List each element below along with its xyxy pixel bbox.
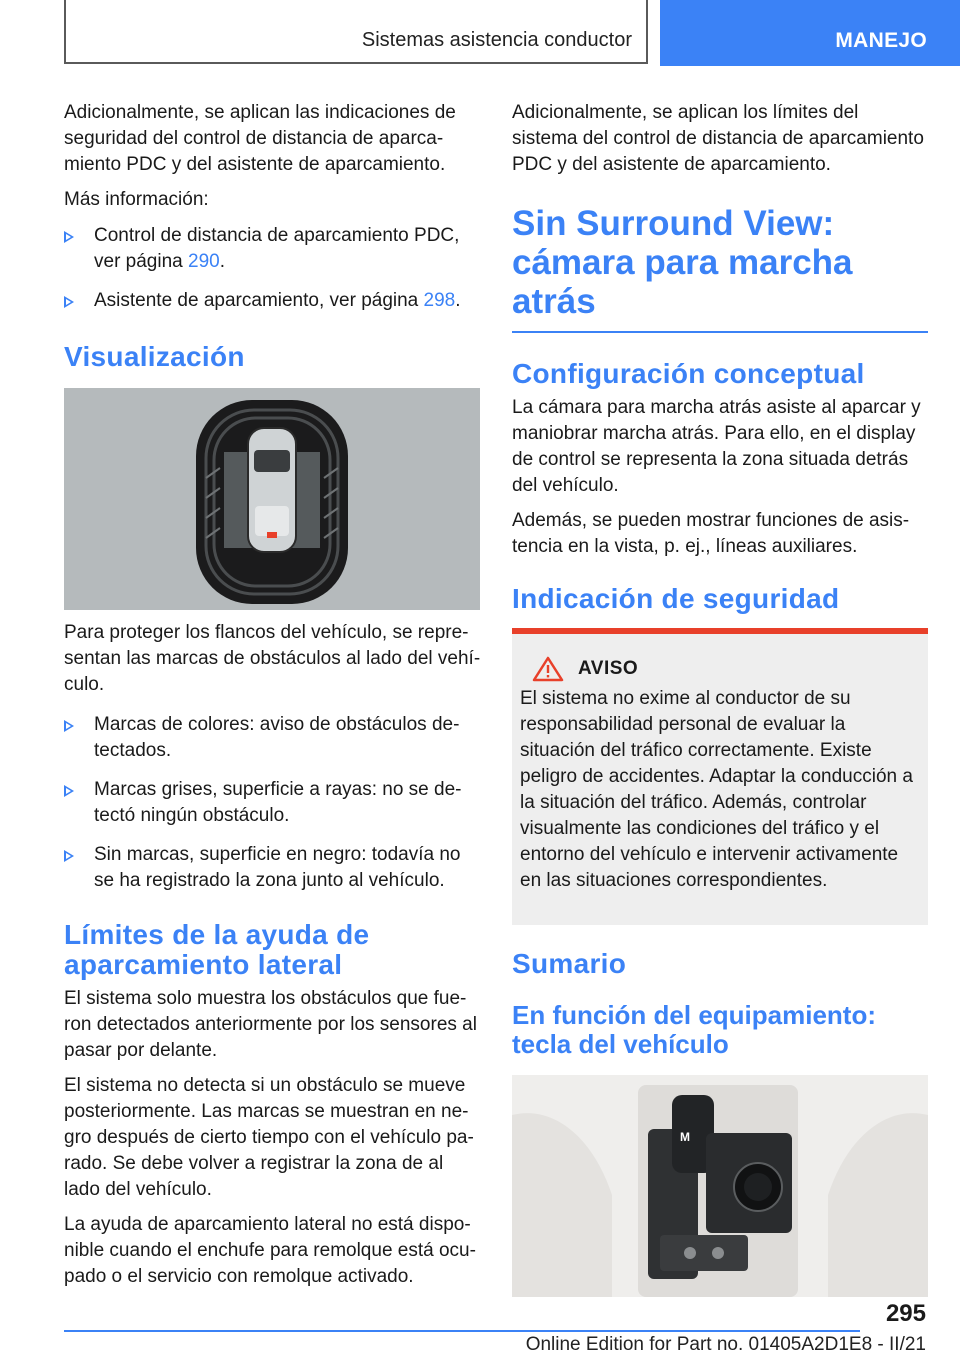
- section-heading-limites: Límites de la ayuda de aparcamiento lateral: [64, 919, 370, 980]
- list-bullet-triangle-icon: [64, 296, 74, 308]
- section-heading-visualizacion: Visualización: [64, 341, 245, 372]
- page-number: 295: [885, 1300, 926, 1327]
- side-view-illustration: [64, 388, 480, 610]
- section-title: Sistemas asistencia conductor: [361, 29, 632, 51]
- list-item: Control de distancia de aparcamiento PDC, ver página 290.: [64, 223, 482, 275]
- center-console-graphic: [512, 1075, 928, 1297]
- limites-paragraph-2: El sistema no detecta si un obstáculo se mueve posteriormente. Las marcas se muestran en negro después de cierto tiempo con el vehículo parado. Se debe volver a registrar la zona de al lado del vehículo.: [64, 1075, 474, 1200]
- footer-divider: [64, 1330, 860, 1332]
- more-info-label: Más información:: [64, 189, 209, 210]
- section-heading-config: Configuración conceptual: [512, 358, 865, 389]
- warning-box: [512, 628, 928, 925]
- chapter-tab[interactable]: [660, 0, 960, 66]
- right-intro-paragraph: Adicionalmente, se aplican los límites del sistema del control de distancia de aparcamiento PDC y del asistente de aparcamiento.: [512, 102, 924, 175]
- ref-text: Asistente de aparcamiento, ver página: [94, 290, 424, 311]
- limites-paragraph-3: La ayuda de aparcamiento lateral no está disponible cuando el enchufe para remolque está ocupado o el servicio con remolque activado.: [64, 1214, 476, 1287]
- list-item: Marcas grises, superficie a rayas: no se detectó ningún obstáculo.: [64, 777, 482, 829]
- list-item: Marcas de colores: aviso de obstáculos detectados.: [64, 712, 482, 764]
- chapter-divider: [512, 331, 928, 333]
- intro-paragraph: Adicionalmente, se aplican las indicaciones de seguridad del control de distancia de aparcamiento PDC y del asistente de aparcamiento.: [64, 102, 456, 175]
- list-bullet-triangle-icon: [64, 850, 74, 862]
- warning-triangle-icon: [532, 656, 564, 682]
- warning-text: El sistema no exime al conductor de su responsabilidad personal de evaluar la situación del tráfico correctamente. Existe peligro de accidentes. Adaptar la conducción a la situación del tráfico. Además, controlar visualmente las condiciones del tráfico y el entorno del vehículo e intervenir activamente en las situaciones correspondientes.: [520, 688, 913, 891]
- warning-header: [532, 656, 920, 682]
- warning-title: AVISO: [578, 658, 639, 679]
- left-column: [64, 100, 482, 1299]
- visualizacion-caption: Para proteger los flancos del vehículo, se representan las marcas de obstáculos al lado del vehículo.: [64, 622, 481, 695]
- page-link[interactable]: 298: [423, 290, 456, 311]
- section-heading-seguridad: Indicación de seguridad: [512, 583, 840, 614]
- subheading-tecla: En función del equipamiento: tecla del vehículo: [512, 1000, 876, 1059]
- list-bullet-triangle-icon: [64, 231, 74, 243]
- section-heading-sumario: Sumario: [512, 948, 627, 979]
- center-console-illustration: [512, 1075, 928, 1297]
- limites-paragraph-1: El sistema solo muestra los obstáculos que fueron detectados anteriormente por los sensores al pasar por delante.: [64, 988, 477, 1061]
- page-link[interactable]: 290: [188, 251, 220, 272]
- chapter-tab-label: MANEJO: [835, 29, 927, 52]
- ref-text: Control de distancia de aparcamiento PDC, ver página: [94, 225, 460, 272]
- right-column: [512, 100, 928, 1297]
- svg-text:M: M: [680, 1130, 690, 1144]
- list-bullet-triangle-icon: [64, 785, 74, 797]
- edition-footer: Online Edition for Part no. 01405A2D1E8 - II/21: [525, 1334, 926, 1355]
- header-box: [64, 0, 648, 64]
- reference-list: [64, 223, 482, 314]
- config-paragraph-2: Además, se pueden mostrar funciones de asistencia en la vista, p. ej., líneas auxiliares.: [512, 510, 910, 557]
- parking-display-graphic: [64, 388, 480, 610]
- list-item: Sin marcas, superficie en negro: todavía no se ha registrado la zona junto al vehículo.: [64, 842, 482, 894]
- list-item: Asistente de aparcamiento, ver página 298.: [64, 288, 482, 314]
- config-paragraph-1: La cámara para marcha atrás asiste al aparcar y maniobrar marcha atrás. Para ello, en el display de control se representa la zona situada detrás del vehículo.: [512, 397, 921, 496]
- marker-legend-list: [64, 712, 482, 894]
- list-bullet-triangle-icon: [64, 720, 74, 732]
- chapter-heading: Sin Surround View: cámara para marcha atrás: [512, 204, 853, 321]
